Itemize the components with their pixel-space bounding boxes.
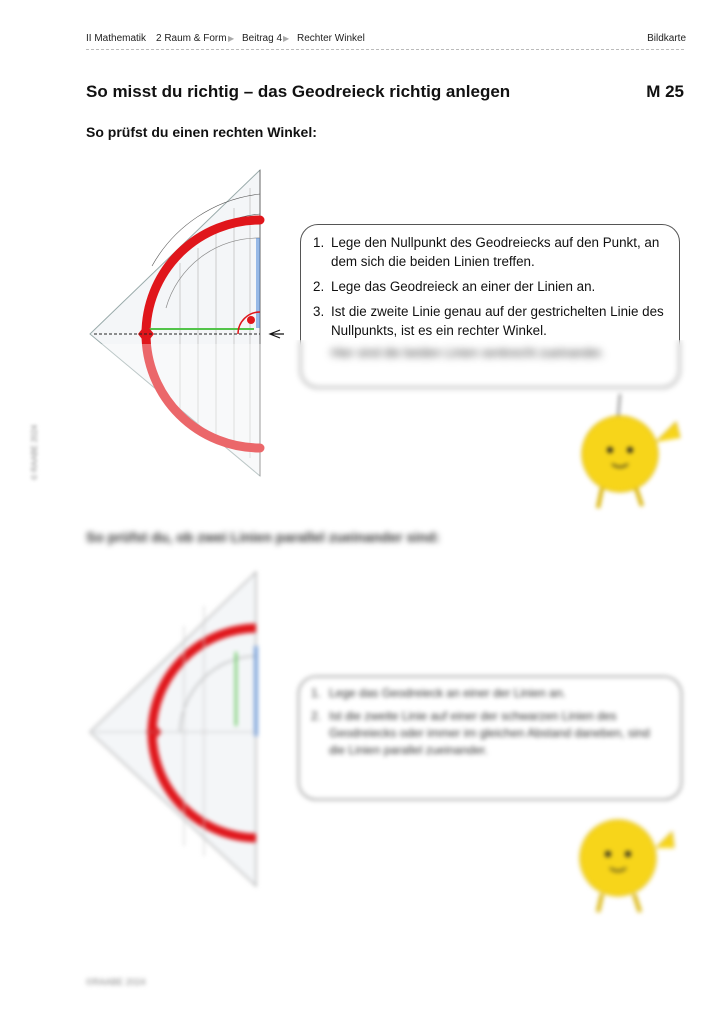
sun-mascot-2 xyxy=(572,808,682,918)
section2-heading: So prüfst du, ob zwei Linien parallel zueinander sind: xyxy=(86,529,440,545)
material-code: M 25 xyxy=(646,82,684,101)
step-item: 2. Lege das Geodreieck an einer der Linien an. xyxy=(313,279,596,294)
blur-overlay xyxy=(290,340,690,396)
sun-mascot-1 xyxy=(580,392,690,512)
breadcrumb-topic: Rechter Winkel xyxy=(297,33,365,44)
bubble-note: Hier sind die beiden Linien senkrecht zueinander. xyxy=(331,346,605,360)
parallel-steps xyxy=(311,685,666,765)
right-angle-steps xyxy=(313,233,668,346)
step-item: 1. Lege das Geodreieck an einer der Linien an. xyxy=(311,686,566,700)
side-copyright: © RAABE 2024 xyxy=(30,424,39,480)
breadcrumb-separator-icon: ▶ xyxy=(228,34,235,43)
set-square-illustration-2 xyxy=(84,566,274,896)
step-item: 2. Ist die zweite Linie auf einer der schwarzen Linien des Geodreiecks oder immer im gleichen Abstand daneben, sind die Linien parallel zueinander. xyxy=(311,709,650,757)
breadcrumb-subject: II Mathematik xyxy=(86,33,147,44)
card-type-label: Bildkarte xyxy=(647,33,686,44)
step-item: 1. Lege den Nullpunkt des Geodreiecks auf den Punkt, an dem sich die beiden Linien treffen. xyxy=(313,235,660,269)
page-title: So misst du richtig – das Geodreieck richtig anlegen xyxy=(86,82,511,101)
section1-heading: So prüfst du einen rechten Winkel: xyxy=(86,124,317,140)
page-footer: ©RAABE 2024 xyxy=(86,977,146,987)
breadcrumb-unit: 2 Raum & Form xyxy=(156,33,227,44)
page-header xyxy=(86,31,686,49)
breadcrumb-article: Beitrag 4 xyxy=(242,33,283,44)
step-item: 3. Ist die zweite Linie genau auf der gestrichelten Linie des Nullpunkts, ist es ein rechter Winkel. xyxy=(313,304,664,338)
header-divider xyxy=(86,49,684,50)
breadcrumb-separator-icon: ▶ xyxy=(283,34,290,43)
set-square-illustration-1 xyxy=(84,158,284,488)
speech-bubble-parallel xyxy=(298,676,682,800)
